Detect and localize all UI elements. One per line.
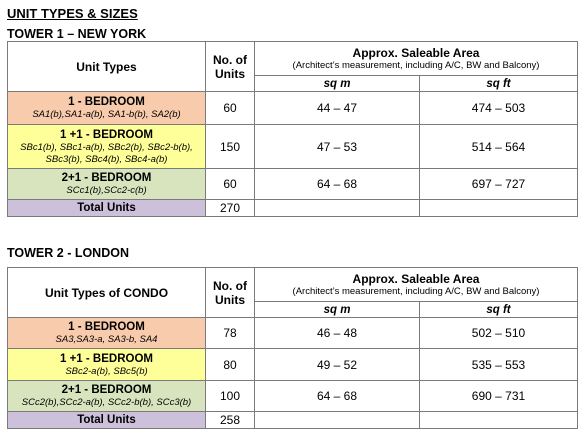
- units-count: 78: [206, 318, 255, 349]
- empty-cell: [420, 200, 578, 217]
- unit-type-codes: SCc1(b),SCc2-c(b): [66, 185, 147, 196]
- empty-cell: [255, 412, 420, 429]
- tower2-title: TOWER 2 - LONDON: [7, 246, 129, 260]
- units-count: 80: [206, 349, 255, 381]
- sqm-value: 46 – 48: [255, 318, 420, 349]
- units-count: 60: [206, 169, 255, 200]
- unit-type-name: 1 - BEDROOM: [68, 321, 145, 333]
- total-units-label: Total Units: [8, 412, 206, 429]
- num-units-header: [206, 42, 255, 92]
- total-row: [8, 200, 578, 217]
- unit-type-name: 1 - BEDROOM: [68, 96, 145, 108]
- table-row: [8, 381, 578, 412]
- saleable-area-note: (Architect’s measurement, including A/C, BW and Balcony): [292, 285, 540, 297]
- empty-cell: [255, 200, 420, 217]
- sqft-value: 474 – 503: [420, 92, 578, 125]
- sqft-value: 697 – 727: [420, 169, 578, 200]
- unit-type-cell: [8, 92, 206, 125]
- table-header-row: [8, 42, 578, 76]
- units-count: 150: [206, 125, 255, 169]
- saleable-area-note: (Architect’s measurement, including A/C, BW and Balcony): [292, 59, 540, 71]
- table-row: [8, 169, 578, 200]
- unit-type-codes: SBc2-a(b), SBc5(b): [65, 365, 148, 377]
- table-row: [8, 92, 578, 125]
- units-count: 100: [206, 381, 255, 412]
- unit-type-cell: [8, 125, 206, 169]
- unit-type-cell: [8, 169, 206, 200]
- tower2-table: [7, 267, 578, 429]
- sqm-value: 47 – 53: [255, 125, 420, 169]
- sqm-header: sq m: [255, 302, 420, 318]
- total-units-count: 270: [206, 200, 255, 217]
- saleable-area-title: Approx. Saleable Area: [352, 45, 480, 60]
- tower1-title: TOWER 1 – NEW YORK: [7, 27, 147, 41]
- unit-type-cell: [8, 349, 206, 381]
- sqm-value: 64 – 68: [255, 381, 420, 412]
- unit-type-codes: SBc3(b), SBc4(b), SBc4-a(b): [45, 153, 168, 165]
- page-title: UNIT TYPES & SIZES: [7, 6, 138, 21]
- sqm-value: 49 – 52: [255, 349, 420, 381]
- unit-type-name: 1 +1 - BEDROOM: [60, 352, 153, 365]
- num-units-header-line2: Units: [215, 66, 245, 81]
- sqm-value: 64 – 68: [255, 169, 420, 200]
- total-units-count: 258: [206, 412, 255, 429]
- unit-types-header: Unit Types of CONDO: [8, 268, 206, 318]
- saleable-area-header: [255, 268, 578, 302]
- total-units-label: Total Units: [8, 200, 206, 217]
- unit-type-cell: [8, 381, 206, 412]
- table-row: [8, 125, 578, 169]
- tower1-table: [7, 41, 578, 217]
- saleable-area-title: Approx. Saleable Area: [352, 271, 480, 286]
- unit-type-cell: [8, 318, 206, 349]
- sqft-value: 690 – 731: [420, 381, 578, 412]
- units-count: 60: [206, 92, 255, 125]
- num-units-header-line2: Units: [215, 292, 245, 307]
- unit-type-name: 2+1 - BEDROOM: [61, 384, 152, 396]
- unit-type-name: 2+1 - BEDROOM: [61, 172, 152, 184]
- unit-type-codes: SCc2(b),SCc2-a(b), SCc2-b(b), SCc3(b): [21, 397, 192, 408]
- unit-type-codes: SA1(b),SA1-a(b), SA1-b(b), SA2(b): [32, 109, 181, 120]
- unit-type-name: 1 +1 - BEDROOM: [60, 128, 153, 141]
- num-units-header: [206, 268, 255, 318]
- table-row: [8, 318, 578, 349]
- sqft-header: sq ft: [420, 302, 578, 318]
- table-row: [8, 349, 578, 381]
- sqft-value: 502 – 510: [420, 318, 578, 349]
- table-header-row: [8, 268, 578, 302]
- sqft-value: 514 – 564: [420, 125, 578, 169]
- sqm-header: sq m: [255, 76, 420, 92]
- sqft-value: 535 – 553: [420, 349, 578, 381]
- sqft-header: sq ft: [420, 76, 578, 92]
- unit-type-codes: SA3,SA3-a, SA3-b, SA4: [55, 334, 158, 345]
- unit-type-codes: SBc1(b), SBc1-a(b), SBc2(b), SBc2-b(b),: [20, 141, 193, 153]
- empty-cell: [420, 412, 578, 429]
- saleable-area-header: [255, 42, 578, 76]
- sqm-value: 44 – 47: [255, 92, 420, 125]
- unit-types-header: Unit Types: [8, 42, 206, 92]
- num-units-header-line1: No. of: [213, 52, 247, 67]
- total-row: [8, 412, 578, 429]
- num-units-header-line1: No. of: [213, 278, 247, 293]
